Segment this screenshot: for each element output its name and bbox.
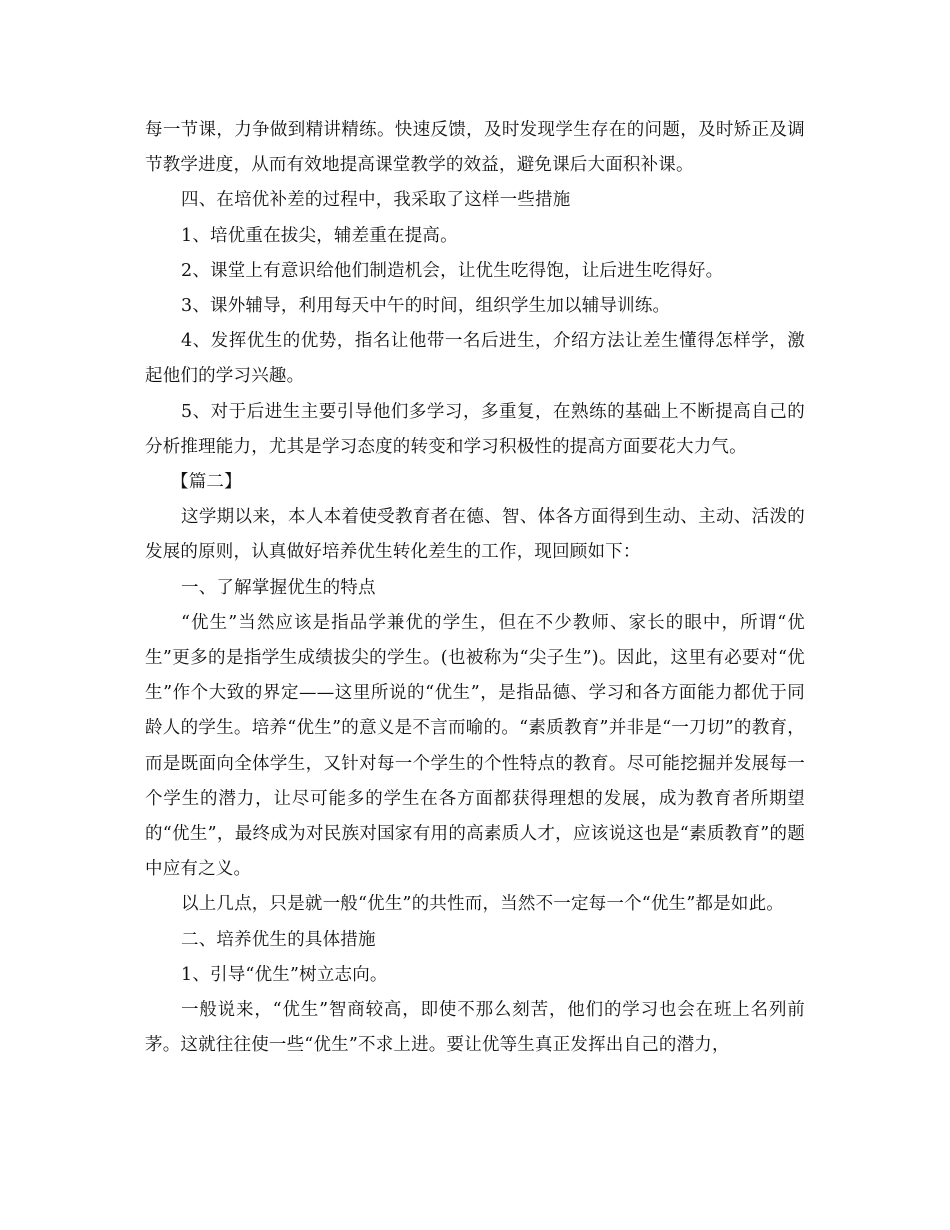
part-two-heading: 【篇二】 bbox=[171, 472, 242, 493]
list-item-2: 2、课堂上有意识给他们制造机会，让优生吃得饱，让后进生吃得好。 bbox=[181, 260, 724, 281]
section-heading-measures: 四、在培优补差的过程中，我采取了这样一些措施 bbox=[181, 190, 571, 211]
document-body bbox=[145, 113, 805, 1063]
intro-paragraph: 这学期以来，本人本着使受教育者在德、智、体各方面得到生动、主动、活泼的发展的原则，认真做好培养优生转化差生的工作，现回顾如下： bbox=[145, 507, 805, 563]
section-heading-understand: 一、了解掌握优生的特点 bbox=[181, 577, 376, 598]
list-item-5: 5、对于后进生主要引导他们多学习，多重复，在熟练的基础上不断提高自己的分析推理能力，尤其是学习态度的转变和学习积极性的提高方面要花大力气。 bbox=[145, 401, 805, 457]
body-paragraph-aspiration: 一般说来，“优生”智商较高，即使不那么刻苦，他们的学习也会在班上名列前茅。这就往往使一些“优生”不求上进。要让优等生真正发挥出自己的潜力， bbox=[145, 1000, 805, 1056]
body-paragraph-definition: “优生”当然应该是指品学兼优的学生，但在不少教师、家长的眼中，所谓“优生”更多的是指学生成绩拔尖的学生。(也被称为“尖子生”)。因此，这里有必要对“优生”作个大致的界定——这里所说的“优生”，是指品德、学习和各方面能力都优于同龄人的学生。培养“优生”的意义是不言而喻的。“素质教育”并非是“一刀切”的教育，而是既面向全体学生，又针对每一个学生的个性特点的教育。尽可能挖掘并发展每一个学生的潜力，让尽可能多的学生在各方面都获得理想的发展，成为教育者所期望的“优生”，最终成为对民族对国家有用的高素质人才，应该说这也是“素质教育”的题中应有之义。 bbox=[145, 612, 805, 880]
list-item-3: 3、课外辅导，利用每天中午的时间，组织学生加以辅导训练。 bbox=[181, 296, 671, 317]
subheading-aspiration: 1、引导“优生”树立志向。 bbox=[181, 964, 388, 985]
list-item-1: 1、培优重在拔尖，辅差重在提高。 bbox=[181, 225, 458, 246]
list-item-4: 4、发挥优生的优势，指名让他带一名后进生，介绍方法让差生懂得怎样学，激起他们的学习兴趣。 bbox=[145, 331, 805, 387]
section-heading-cultivate: 二、培养优生的具体措施 bbox=[181, 929, 376, 950]
body-paragraph-summary: 以上几点，只是就一般“优生”的共性而，当然不一定每一个“优生”都是如此。 bbox=[181, 894, 784, 915]
paragraph-continuation: 每一节课，力争做到精讲精练。快速反馈，及时发现学生存在的问题，及时矫正及调节教学进度，从而有效地提高课堂教学的效益，避免课后大面积补课。 bbox=[145, 120, 805, 176]
